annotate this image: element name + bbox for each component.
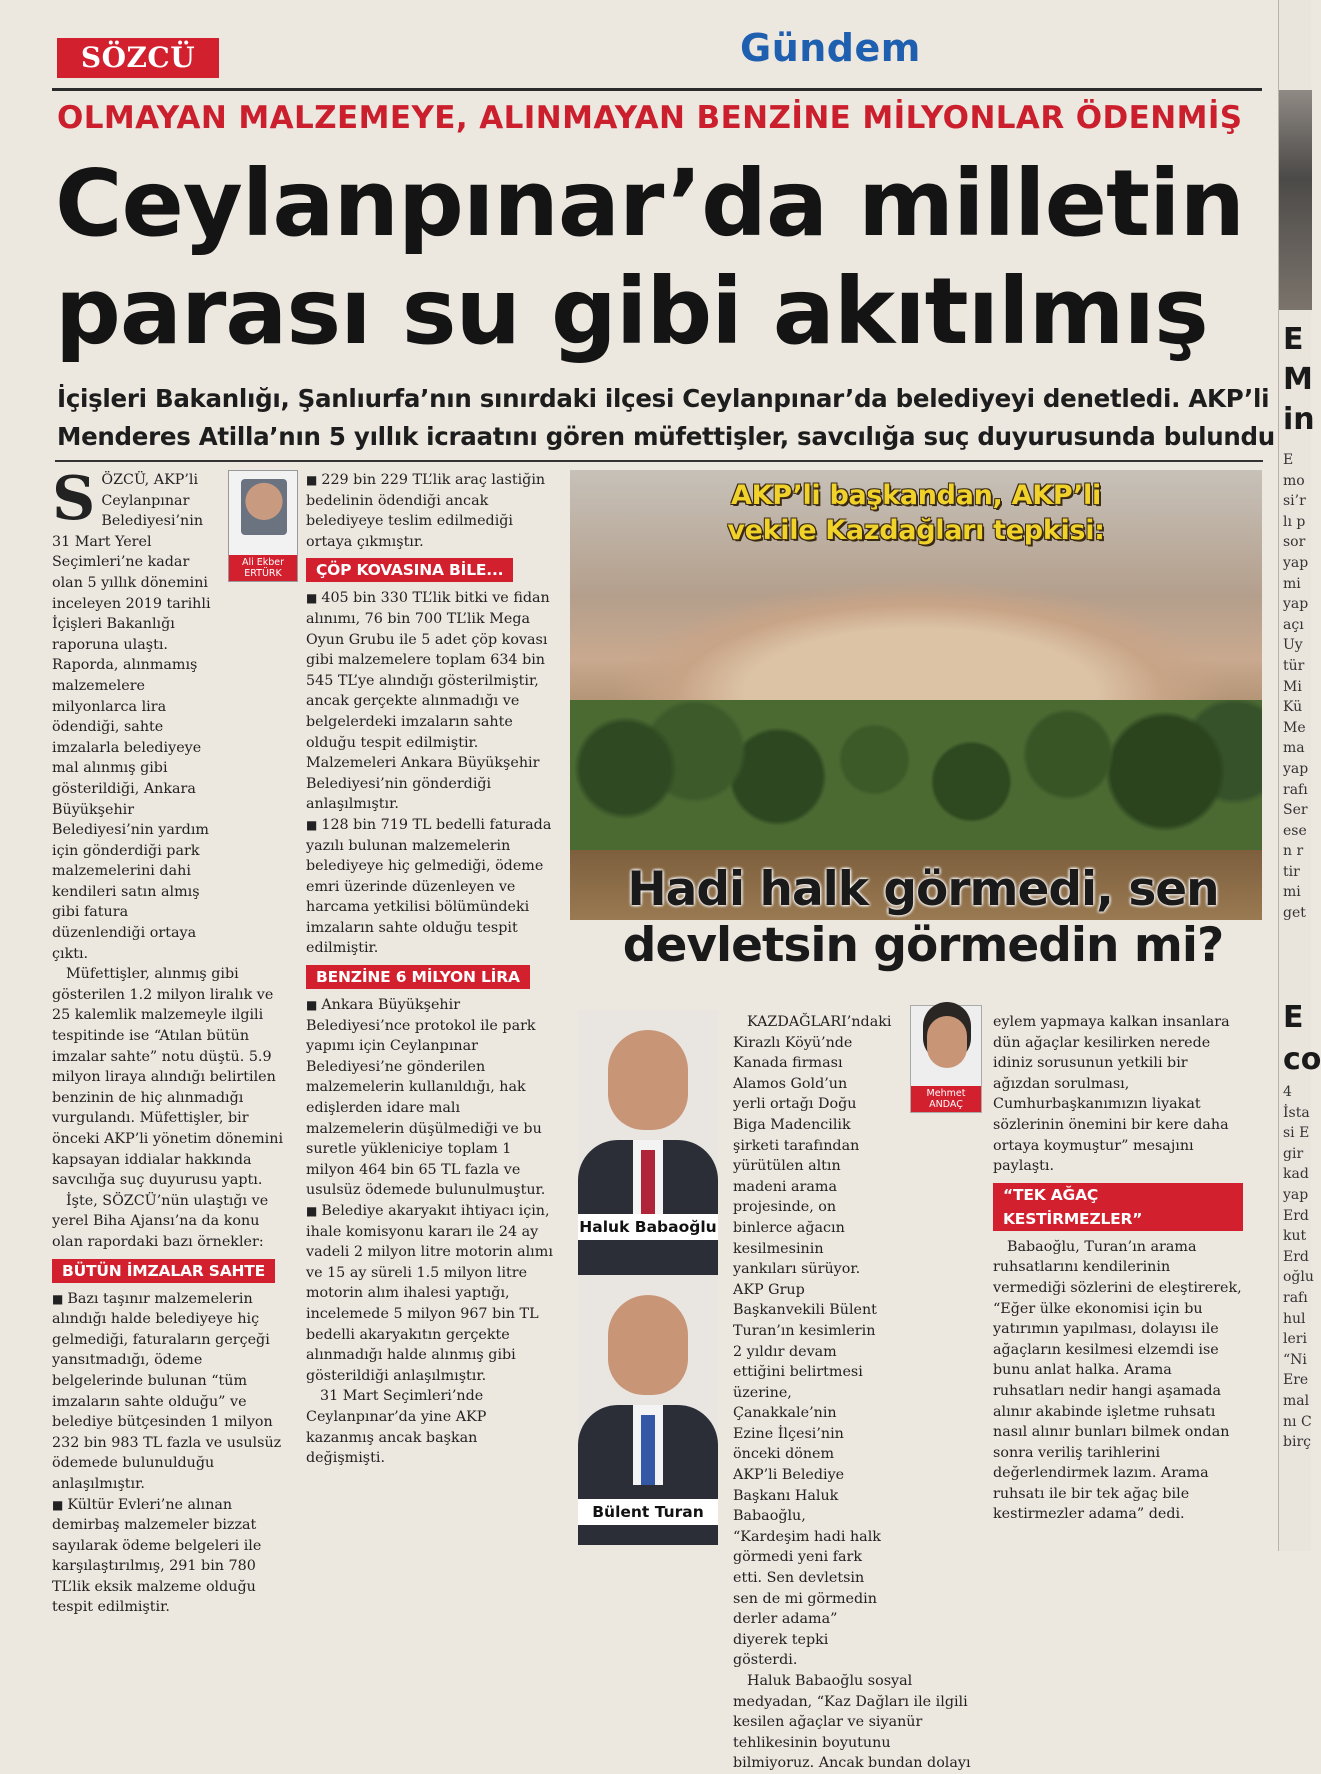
portrait-tie [641, 1150, 655, 1220]
portrait-haluk-babaoglu [578, 1010, 718, 1240]
section-label: Gündem [740, 26, 921, 70]
adjacent-text-line: yap [1283, 596, 1309, 613]
kicker: OLMAYAN MALZEMEYE, ALINMAYAN BENZİNE MİLYONLAR ÖDENMİŞ [57, 100, 1243, 136]
adjacent-text-line: yap [1283, 554, 1309, 571]
adjacent-text-line: si’r [1283, 493, 1306, 510]
author-name: Ali Ekber ERTÜRK [229, 555, 297, 581]
bullet-icon [306, 590, 321, 606]
adjacent-text-line: tür [1283, 657, 1305, 674]
adjacent-text-line: Kü [1283, 699, 1303, 716]
adjacent-text-line: sor [1283, 534, 1306, 551]
adjacent-text-line: yap [1283, 760, 1309, 777]
adjacent-text-line: mi [1283, 575, 1301, 592]
bullet-icon [52, 1291, 67, 1307]
adjacent-text-fragments [1283, 1082, 1313, 1453]
adjacent-text-line: get [1283, 905, 1306, 922]
bullet-icon [52, 1497, 67, 1513]
article-column-4 [993, 1012, 1243, 1525]
dropcap: S [52, 464, 96, 534]
article-column-1 [52, 464, 292, 1618]
sozcu-logo: SÖZCÜ [57, 38, 219, 78]
article-column-2 [306, 470, 556, 1469]
top-divider [52, 88, 1262, 91]
portrait-bulent-turan [578, 1275, 718, 1525]
photo-trees [570, 700, 1262, 870]
adjacent-text-line: mo [1283, 472, 1305, 489]
paragraph: ■ Kültür Evleri’ne alınan demirbaş malzemeler bizzat sayılarak ödeme belgeleri ile karşılaştırılmış, 291 bin 780 TL’lik eksik malzeme olduğu tespit edilmiştir. [52, 1495, 292, 1619]
photo-title: AKP’li başkandan, AKP’li vekile Kazdağları tepkisi: [727, 480, 1105, 546]
adjacent-text-line: nı C [1283, 1413, 1312, 1430]
paragraph: ■ 128 bin 719 TL bedelli faturada yazılı bulunan malzemelerin belediyeye hiç gelmediği, ödeme emri üzerinde düzenleyen ve harcama yetkilisi bölümündeki imzaların sahte olduğu tespit edilmiştir. [306, 815, 556, 959]
subhead-cop-kovasi: ÇÖP KOVASINA BİLE... [306, 558, 513, 582]
paragraph: SÖZCÜ, AKP’li Ceylanpınar Belediyesi’nin 31 Mart Yerel Seçimleri’ne kadar olan 5 yıllık dönemini inceleyen 2019 tarihli İçişleri Bakanlığı raporuna ulaştı. Raporda, alınmamış malzemelere milyonlarca lira ödendiği, sahte imzalarla belediyeye mal alınmış gibi gösterildiği, Ankara Büyükşehir Belediyesi’nin yardım için gönderdiği park malzemelerini dahi kendileri satın almış gibi fatura düzenlendiği ortaya çıktı. [52, 464, 211, 962]
adjacent-text-line: rafı [1283, 781, 1308, 798]
paragraph: KAZDAĞLARI’ndaki Kirazlı Köyü’nde Kanada firması Alamos Gold’un yerli ortağı Doğu Biga Madencilik şirketi tarafından yürütülen altın madeni arama projesinde, on binlerce ağacın kesilmesinin yankıları sürüyor. AKP Grup Başkanvekili Bülent Turan’ın kesimlerin 2 yıldır devam ettiğini belirtmesi üzerine, Çanakkale’nin Ezine İlçesi’nin önceki dönem AKP’li Belediye Başkanı Haluk Babaoğlu, “Kardeşim hadi halk görmedi yeni fark etti. Sen devletsin sen de mi görmedin derler adama” diyerek tepki gösterdi. [733, 1014, 892, 1669]
adjacent-text-line: lı p [1283, 513, 1306, 530]
portrait-tie [641, 1415, 655, 1485]
adjacent-text-line: hul [1283, 1310, 1306, 1327]
headline-line-1: Ceylanpınar’da milletin [55, 150, 1244, 257]
adjacent-text-line: E [1283, 452, 1294, 468]
adjacent-text-line: Erd [1283, 1207, 1309, 1224]
paragraph: ■ Bazı taşınır malzemelerin alındığı halde belediyeye hiç gelmediği, faturaların gerçeği yansıtmadığı, ödeme belgelerinde bulunan “tüm imzaların sahte olduğu” ve belediye bütçesinden 1 milyon 232 bin 983 TL fazla ve usulsüz ödemede bulunulduğu anlaşılmıştır. [52, 1289, 292, 1495]
adjacent-text-line: n r [1283, 843, 1304, 860]
adjacent-text-line: ma [1283, 740, 1305, 757]
adjacent-text-line: rafı [1283, 1289, 1308, 1306]
bullet-icon [306, 817, 321, 833]
deck-divider [55, 460, 1263, 462]
second-headline [578, 862, 1268, 974]
paragraph: Haluk Babaoğlu sosyal medyadan, “Kaz Dağları ile ilgili kesilen ağaçlar ve siyanür tehlikesinin boyutunu bilmiyoruz. Ancak bundan dolayı [733, 1673, 971, 1772]
bullet-icon [306, 1203, 321, 1219]
adjacent-headline-fragment: M [1283, 362, 1313, 397]
adjacent-text-line: oğlu [1283, 1269, 1314, 1286]
subhead-tek-agac: “TEK AĞAÇ KESTİRMEZLER” [993, 1183, 1243, 1231]
adjacent-text-line: yap [1283, 1186, 1309, 1203]
adjacent-headline-fragment: E [1283, 1000, 1304, 1035]
adjacent-headline-fragment: E [1283, 322, 1304, 357]
second-headline-line-2: devletsin görmedin mi? [622, 918, 1224, 973]
adjacent-text-line: ese [1283, 822, 1307, 839]
paragraph: ■ Ankara Büyükşehir Belediyesi’nce protokol ile park yapımı için Ceylanpınar Belediyesi’ne gönderilen malzemelerin kullanıldığı, hak edişlerden idare malı malzemelerin düşülmediği ve bu suretle yükleniciye toplam 1 milyon 464 bin 65 TL fazla ve usulsüz ödemede bulunulmuştur. [306, 995, 556, 1201]
paragraph: 31 Mart Seçimleri’nde Ceylanpınar’da yine AKP kazanmış ancak başkan değişmişti. [306, 1388, 487, 1467]
adjacent-headline-fragment: in [1283, 402, 1315, 437]
adjacent-text-line: kad [1283, 1166, 1309, 1183]
deck-line-1: İçişleri Bakanlığı, Şanlıurfa’nın sınırdaki ilçesi Ceylanpınar’da belediyeyi denetledi. AKP’li [57, 384, 1270, 413]
author2-name: Mehmet ANDAÇ [911, 1086, 981, 1112]
adjacent-text-line: Me [1283, 719, 1306, 736]
subhead-benzin: BENZİNE 6 MİLYON LİRA [306, 965, 530, 989]
adjacent-text-line: mi [1283, 884, 1301, 901]
paragraph: ■ Belediye akaryakıt ihtiyacı için, ihale komisyonu kararı ile 24 ay vadeli 2 milyon litre motorin alımı ve 15 ay süreli 1.5 milyon litre motorin alım ihalesi yaptığı, incelemede 5 milyon 967 bin TL bedelli akaryakıtın gerçekte alınmadığı halde alınmış gibi gösterildiği anlaşılmıştır. [306, 1201, 556, 1386]
paragraph: eylem yapmaya kalkan insanlara dün ağaçlar kesilirken nerede idiniz sorusunun yetkili bir ağızdan sorulması, Cumhurbaşkanımızın liyakat sözlerinin önemini bir kere daha ortaya koymuştur” mesajını paylaştı. [993, 1014, 1230, 1175]
adjacent-headline-fragment: co [1283, 1042, 1321, 1077]
headline-line-2: parası su gibi akıtılmış [55, 258, 1208, 365]
adjacent-text-line: Ere [1283, 1372, 1309, 1389]
adjacent-text-line: leri [1283, 1331, 1307, 1348]
adjacent-text-line: Ser [1283, 802, 1308, 819]
portrait-head [608, 1295, 688, 1395]
paragraph: Babaoğlu, Turan’ın arama ruhsatlarını kendilerinin vermediği sözlerini de eleştirerek, “Eğer ülke ekonomisi için bu yatırımın yapılması, dolayısı ile ağaçların kesilmesi elzemdi ise bunu anlat halka. Arama ruhsatları nedir hangi aşamada alınır akabinde işletme ruhsatı nasıl alınır bunları bilmek ondan sonra veriliş tarihlerini değerlendirmek lazım. Arama ruhsatı ile bir tek ağaç bile kestirmezler adama” dedi. [993, 1238, 1242, 1523]
portrait-caption: Haluk Babaoğlu [578, 1214, 718, 1240]
adjacent-text-line: kut [1283, 1228, 1307, 1245]
subhead-imzalar: BÜTÜN İMZALAR SAHTE [52, 1259, 275, 1283]
paragraph: ■ 229 bin 229 TL’lik araç lastiğin bedelinin ödendiği ancak belediyeye teslim edilmediği ortaya çıkmıştır. [306, 470, 556, 552]
portrait-caption: Bülent Turan [578, 1499, 718, 1525]
second-headline-line-1: Hadi halk görmedi, sen [627, 862, 1219, 917]
deck [57, 380, 1275, 456]
paragraph: ■ 405 bin 330 TL’lik bitki ve fidan alınımı, 76 bin 700 TL’lik Mega Oyun Grubu ile 5 adet çöp kovası gibi malzemelere toplam 634 bin 545 TL’ye alındığı gösterilmiştir, ancak gerçekte alınmadığı ve belgelerdeki imzaların sahte olduğu tespit edilmiştir. Malzemeleri Ankara Büyükşehir Belediyesi’nin gönderdiği anlaşılmıştır. [306, 588, 556, 815]
paragraph: İşte, SÖZCÜ’nün ulaştığı ve yerel Biha Ajansı’na da konu olan rapordaki bazı örnekler: [52, 1192, 269, 1250]
adjacent-text-line: Mi [1283, 678, 1302, 695]
adjacent-text-line: gir [1283, 1145, 1304, 1162]
bullet-icon [306, 997, 321, 1013]
deck-line-2: Menderes Atilla’nın 5 yıllık icraatını gören müfettişler, savcılığa suç duyurusunda bulundu [57, 422, 1275, 451]
adjacent-text-line: 4 [1283, 1084, 1292, 1100]
main-headline [55, 150, 1270, 366]
portrait-head [608, 1030, 688, 1130]
adjacent-text-line: “Ni [1283, 1351, 1307, 1368]
adjacent-text-fragments [1283, 450, 1313, 924]
adjacent-text-line: Erd [1283, 1248, 1309, 1265]
adjacent-text-line: açı [1283, 616, 1304, 633]
paragraph: Müfettişler, alınmış gibi gösterilen 1.2 milyon liralık ve 25 kalemlik malzemeyle ilgili tespitinde ise “Atılan bütün imzalar sahte” notu düştü. 5.9 milyon liraya alındığı belirtilen benzinin de hiç alınmadığı vurgulandı. Müfettişler, bir önceki AKP’li yönetim dönemini kapsayan iddialar hakkında savcılığa suç duyurusu yaptı. [52, 966, 284, 1189]
adjacent-text-line: mal [1283, 1392, 1310, 1409]
article-column-3 [733, 1012, 973, 1774]
adjacent-text-line: tir [1283, 863, 1300, 880]
adjacent-text-line: Uy [1283, 637, 1303, 654]
adjacent-text-line: İsta [1283, 1104, 1310, 1121]
adjacent-text-line: birç [1283, 1434, 1311, 1451]
adjacent-photo [1279, 90, 1312, 310]
adjacent-text-line: si E [1283, 1125, 1310, 1142]
bullet-icon [306, 472, 321, 488]
